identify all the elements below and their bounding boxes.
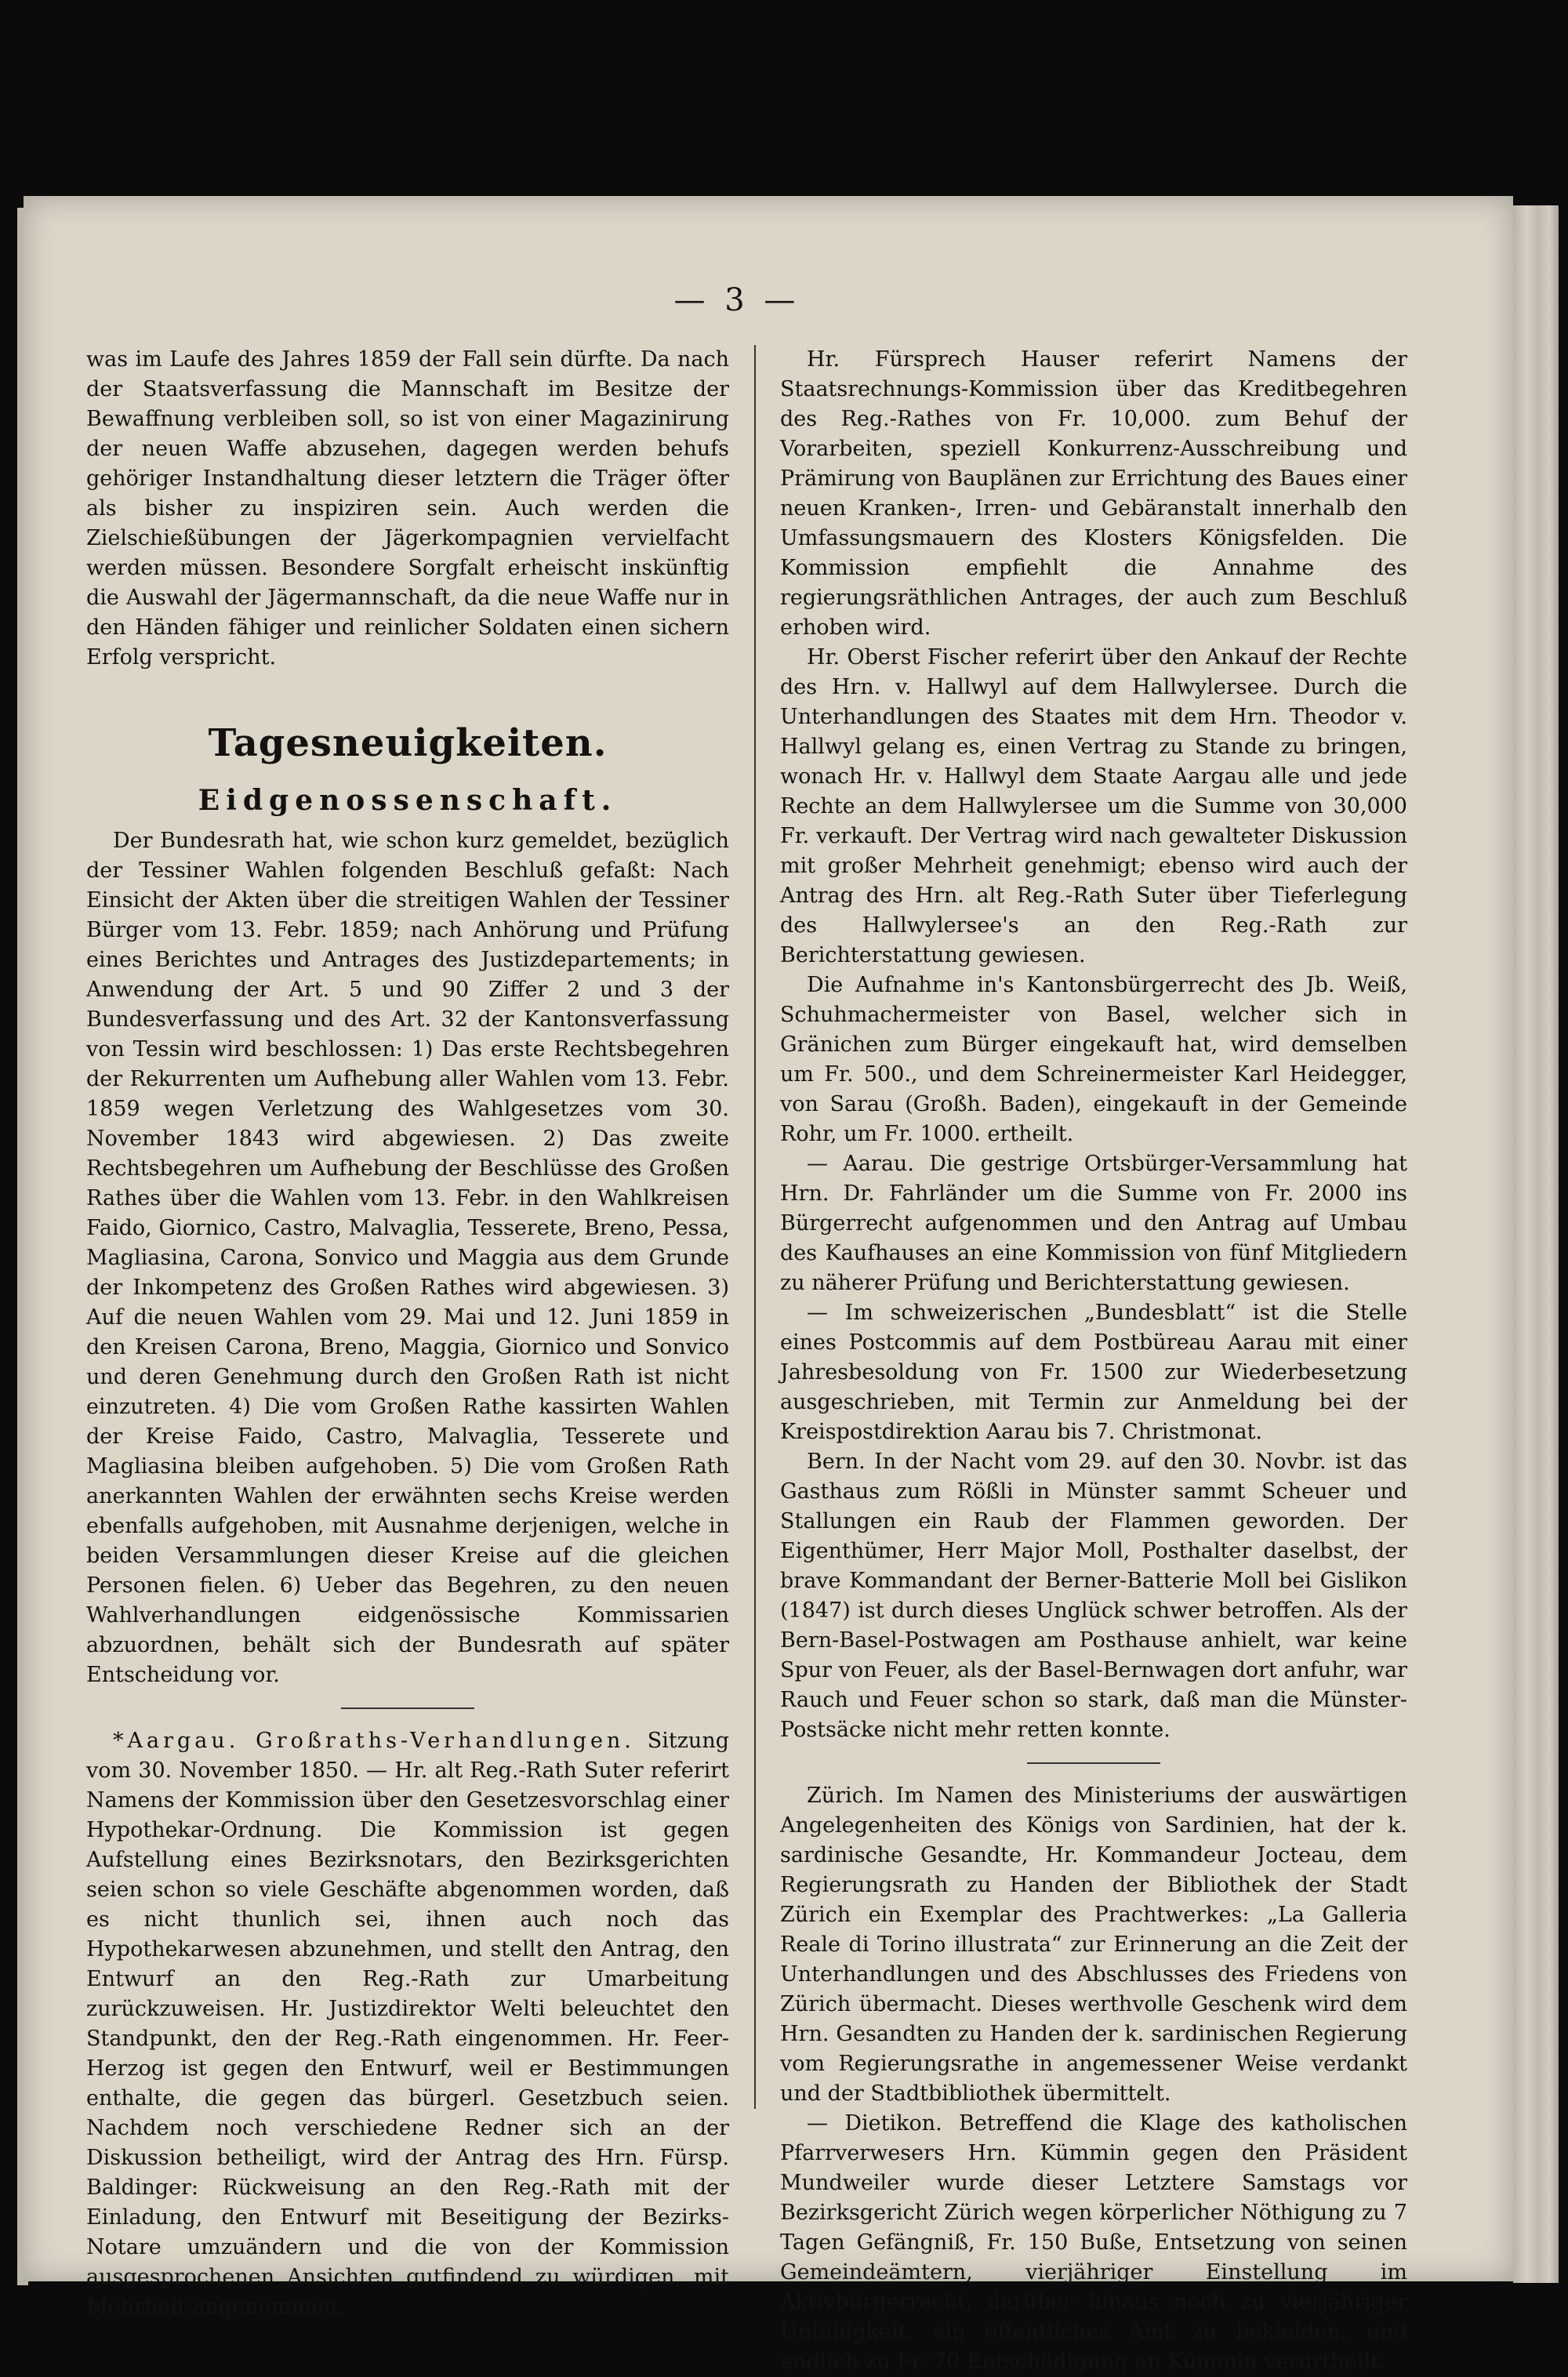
article-paragraph: — Im schweizerischen „Bundesblatt“ ist die Stelle eines Postcommis auf dem Postbüreau Aarau mit einer Jahresbesoldung von Fr. 1500 zur Wiederbesetzung ausgeschrieben, mit Termin zur Anmeldung bei der Kreispostdirektion Aarau bis 7. Christmonat.: [780, 1301, 1407, 1444]
column-rule: [754, 345, 756, 2109]
article-paragraph: — Aarau. Die gestrige Ortsbürger-Versammlung hat Hrn. Dr. Fahrländer um die Summe von Fr. 2000 ins Bürgerrecht aufgenommen und den Antrag auf Umbau des Kaufhauses an eine Kommission von fünf Mitgliedern zu näherer Prüfung und Berichterstattung gewiesen.: [780, 1152, 1407, 1295]
article-paragraph: Hr. Oberst Fischer referirt über den Ankauf der Rechte des Hrn. v. Hallwyl auf dem Hallwylersee. Durch die Unterhandlungen des Staates mit dem Hrn. Theodor v. Hallwyl gelang es, einen Vertrag zu Stande zu bringen, wonach Hr. v. Hallwyl dem Staate Aargau alle und jede Rechte an dem Hallwylersee um die Summe von 30,000 Fr. verkauft. Der Vertrag wird nach gewalteter Diskussion mit großer Mehrheit genehmigt; ebenso wird auch der Antrag des Hrn. alt Reg.-Rath Suter über Tieferlegung des Hallwylersee's an den Reg.-Rath zur Berichterstattung gewiesen.: [780, 645, 1407, 967]
article-paragraph: Hr. Fürsprech Hauser referirt Namens der Staatsrechnungs-Kommission über das Kreditbegehren des Reg.-Rathes von Fr. 10,000. zum Behuf der Vorarbeiten, speziell Konkurrenz-Ausschreibung und Prämirung von Bauplänen zur Errichtung des Baues einer neuen Kranken-, Irren- und Gebäranstalt innerhalb den Umfassungsmauern des Klosters Königsfelden. Die Kommission empfiehlt die Annahme des regierungsräthlichen Antrages, der auch zum Beschluß erhoben wird.: [780, 347, 1407, 640]
article-paragraph: Zürich. Im Namen des Ministeriums der auswärtigen Angelegenheiten des Königs von Sardinien, hat der k. sardinische Gesandte, Hr. Kommandeur Jocteau, dem Regierungsrath zu Handen der Bibliothek der Stadt Zürich ein Exemplar des Prachtwerkes: „La Galleria Reale di Torino illustrata“ zur Erinnerung an die Zeit der Unterhandlungen und des Abschlusses des Friedens von Zürich übermacht. Dieses werthvolle Geschenk wird dem Hrn. Gesandten zu Handen der k. sardinischen Regierung vom Regierungsrathe in angemessener Weise verdankt und der Stadtbibliothek übermittelt.: [780, 1784, 1407, 2106]
section-heading: Tagesneuigkeiten.: [208, 721, 608, 765]
separator-rule: [341, 1707, 474, 1709]
section-subheading: Eidgenossenschaft.: [198, 784, 618, 817]
page-number: — 3 —: [673, 282, 800, 318]
aargau-paragraph: Sitzung vom 30. November 1850. — Hr. alt Reg.-Rath Suter referirt Namens der Kommission über den Gesetzesvorschlag einer Hypothekar-Ordnung. Die Kommission ist gegen Aufstellung eines Bezirksnotars, den Bezirksgerichten seien schon so viele Geschäfte abgenommen worden, daß es nicht thunlich sei, ihnen auch noch das Hypothekarwesen abzunehmen, und stellt den Antrag, den Entwurf an den Reg.-Rath zur Umarbeitung zurückzuweisen. Hr. Justizdirektor Welti beleuchtet den Standpunkt, den der Reg.-Rath eingenommen. Hr. Feer-Herzog ist gegen den Entwurf, weil er Bestimmungen enthalte, die gegen das bürgerl. Gesetzbuch seien. Nachdem noch verschiedene Redner sich an der Diskussion betheiligt, wird der Antrag des Hrn. Fürsp. Baldinger: Rückweisung an den Reg.-Rath mit der Einladung, den Entwurf mit Beseitigung der Bezirks-Notare umzuändern und die von der Kommission ausgesprochenen Ansichten gutfindend zu würdigen, mit Mehrheit angenommen.: [86, 1729, 729, 2319]
article-paragraph: Die Aufnahme in's Kantonsbürgerrecht des Jb. Weiß, Schuhmachermeister von Basel, welcher sich in Gränichen zum Bürger eingekauft hat, wird demselben um Fr. 500., und dem Schreinermeister Karl Heidegger, von Sarau (Großh. Baden), eingekauft in der Gemeinde Rohr, um Fr. 1000. ertheilt.: [780, 973, 1407, 1146]
left-column: [86, 345, 729, 2322]
page-right-edge: [1513, 205, 1559, 2283]
article-paragraph: — Dietikon. Betreffend die Klage des katholischen Pfarrverwesers Hrn. Kümmin gegen den Präsident Mundweiler wurde dieser Letztere Samstags vor Bezirksgericht Zürich wegen körperlicher Nöthigung zu 7 Tagen Gefängniß, Fr. 150 Buße, Entsetzung von seinen Gemeindeämtern, vierjähriger Einstellung im Aktivbürgerrecht, darüber hinaus noch zu vierjähriger Unfähigkeit, ein öffentliches Amt zu bekleiden, und endlich zu Fr. 70 Entschädigung an Kümmin verurtheilt.: [780, 2111, 1407, 2374]
aargau-lead: *Aargau. Großraths-Verhandlungen.: [113, 1729, 635, 1753]
right-column: [780, 345, 1407, 2377]
article-paragraph: Bern. In der Nacht vom 29. auf den 30. Novbr. ist das Gasthaus zum Rößli in Münster sammt Scheuer und Stallungen ein Raub der Flammen geworden. Der Eigenthümer, Herr Major Moll, Posthalter daselbst, der brave Kommandant der Berner-Batterie Moll bei Gislikon (1847) ist durch dieses Unglück schwer betroffen. Als der Bern-Basel-Postwagen am Posthause anhielt, war keine Spur von Feuer, als der Basel-Bernwagen dort anfuhr, war Rauch und Feuer schon so stark, daß man die Münster-Postsäcke nicht mehr retten konnte.: [780, 1450, 1407, 1742]
bundesrath-paragraph: Der Bundesrath hat, wie schon kurz gemeldet, bezüglich der Tessiner Wahlen folgenden Beschluß gefaßt: Nach Einsicht der Akten über die streitigen Wahlen der Tessiner Bürger vom 13. Febr. 1859; nach Anhörung und Prüfung eines Berichtes und Antrages des Justizdepartements; in Anwendung der Art. 5 und 90 Ziffer 2 und 3 der Bundesverfassung und des Art. 32 der Kantonsverfassung von Tessin wird beschlossen: 1) Das erste Rechtsbegehren der Rekurrenten um Aufhebung aller Wahlen vom 13. Febr. 1859 wegen Verletzung des Wahlgesetzes vom 30. November 1843 wird abgewiesen. 2) Das zweite Rechtsbegehren um Aufhebung der Beschlüsse des Großen Rathes über die Wahlen vom 13. Febr. in den Wahlkreisen Faido, Giornico, Castro, Malvaglia, Tesserete, Breno, Pessa, Magliasina, Carona, Sonvico und Maggia aus dem Grunde der Inkompetenz des Großen Rathes wird abgewiesen. 3) Auf die neuen Wahlen vom 29. Mai und 12. Juni 1859 in den Kreisen Carona, Breno, Maggia, Giornico und Sonvico und deren Genehmung durch den Großen Rath ist nicht einzutreten. 4) Die vom Großen Rathe kassirten Wahlen der Kreise Faido, Castro, Malvaglia, Tesserete und Magliasina bleiben aufgehoben. 5) Die vom Großen Rath anerkannten Wahlen der erwähnten sechs Kreise werden ebenfalls aufgehoben, mit Ausnahme derjenigen, welche in beiden Versammlungen dieser Kreise auf die gleichen Personen fielen. 6) Ueber das Begehren, zu den neuen Wahlverhandlungen eidgenössische Kommissarien abzuordnen, behält sich der Bundesrath auf später Entscheidung vor.: [86, 829, 729, 1687]
intro-paragraph: was im Laufe des Jahres 1859 der Fall sein dürfte. Da nach der Staatsverfassung die Mannschaft im Besitze der Bewaffnung verbleiben soll, so ist von einer Magazinirung der neuen Waffe abzusehen, dagegen werden behufs gehöriger Instandhaltung dieser letztern die Träger öfter als bisher zu inspiziren sein. Auch werden die Zielschießübungen der Jägerkompagnien vervielfacht werden müssen. Besondere Sorgfalt erheischt inskünftig die Auswahl der Jägermannschaft, da die neue Waffe nur in den Händen fähiger und reinlicher Soldaten einen sichern Erfolg verspricht.: [86, 347, 729, 670]
separator-rule: [1027, 1762, 1160, 1764]
